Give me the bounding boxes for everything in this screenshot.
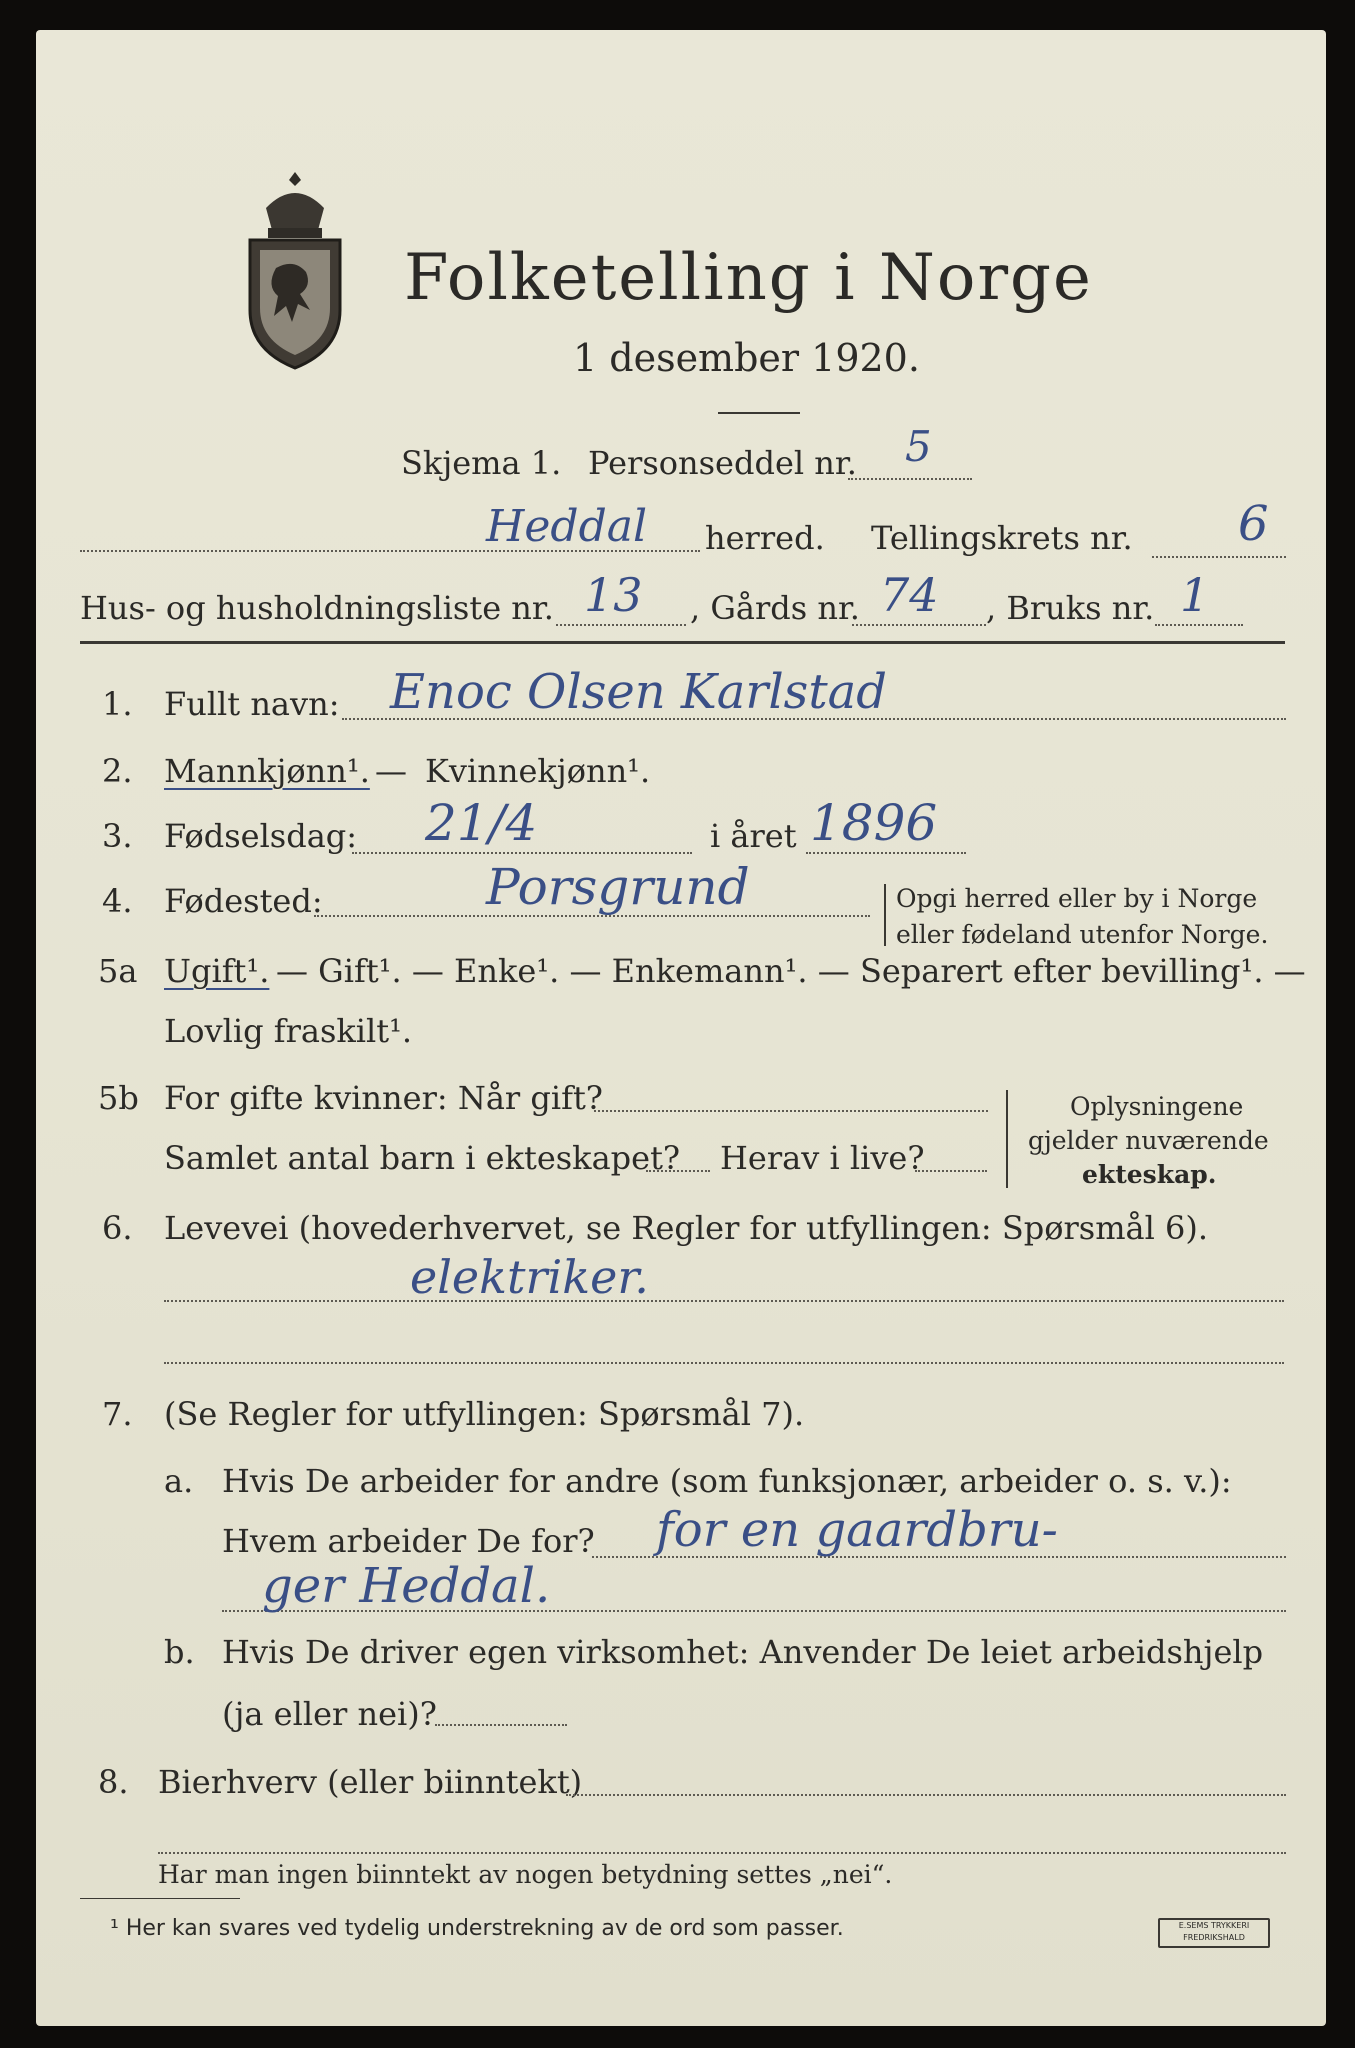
q5b-number: 5b: [98, 1079, 139, 1117]
children-count-field[interactable]: [646, 1170, 710, 1172]
secondary-income-field[interactable]: [566, 1794, 1286, 1796]
occupation-value[interactable]: elektriker.: [410, 1250, 649, 1304]
bruks-value[interactable]: 1: [1180, 568, 1210, 622]
when-married-field[interactable]: [594, 1110, 988, 1112]
norwegian-coat-of-arms-icon: [236, 168, 354, 372]
q7-label: (Se Regler for utfyllingen: Spørsmål 7).: [164, 1395, 805, 1433]
employer-label: Hvem arbeider De for?: [222, 1522, 595, 1560]
option-kvinnekjonn[interactable]: Kvinnekjønn¹.: [425, 752, 651, 790]
occupation-line-2[interactable]: [164, 1362, 1284, 1364]
birthplace-value[interactable]: Porsgrund: [486, 858, 750, 916]
no-income-note: Har man ingen biinntekt av nogen betydning settes „nei“.: [158, 1860, 893, 1889]
q4-label: Fødested:: [164, 882, 323, 920]
q4-number: 4.: [102, 882, 133, 920]
q1-label: Fullt navn:: [164, 685, 340, 723]
header-divider: [80, 641, 1285, 644]
option-lovlig-fraskilt[interactable]: Lovlig fraskilt¹.: [164, 1012, 413, 1050]
option-ugift[interactable]: Ugift¹.: [164, 952, 270, 990]
schema-label: Skjema 1.: [401, 444, 562, 482]
children-label: Samlet antal barn i ekteskapet?: [164, 1139, 681, 1177]
q8-label: Bierhverv (eller biinntekt): [158, 1763, 583, 1801]
q3-number: 3.: [102, 817, 133, 855]
personseddel-value[interactable]: 5: [905, 422, 932, 471]
employer-value-line-2[interactable]: ger Heddal.: [262, 1558, 551, 1614]
q7a-letter: a.: [164, 1462, 194, 1500]
title-divider: [718, 412, 800, 414]
full-name-value[interactable]: Enoc Olsen Karlstad: [390, 664, 887, 720]
q4-note-1: Opgi herred eller by i Norge: [896, 884, 1258, 913]
marital-options: — Gift¹. — Enke¹. — Enkemann¹. — Separert efter bevilling¹. —: [276, 952, 1306, 990]
q6-number: 6.: [102, 1209, 133, 1247]
printer-stamp: [1158, 1918, 1270, 1948]
q5a-number: 5a: [98, 952, 138, 990]
q5b-note-3: ekteskap.: [1082, 1160, 1217, 1189]
q5b-note-2: gjelder nuværende: [1028, 1126, 1269, 1155]
year-label: i året: [710, 817, 797, 855]
personseddel-label: Personseddel nr.: [588, 444, 857, 482]
q4-note-2: eller fødeland utenfor Norge.: [896, 920, 1269, 949]
option-mannkjonn[interactable]: Mannkjønn¹.: [164, 752, 370, 790]
census-date: 1 desember 1920.: [573, 336, 920, 380]
alive-label: Herav i live?: [720, 1139, 925, 1177]
printer-stamp-text: E.SEMS TRYKKERI FREDRIKSHALD: [1178, 1921, 1250, 1942]
q8-number: 8.: [98, 1763, 129, 1801]
birthday-value[interactable]: 21/4: [425, 794, 538, 852]
hired-help-label: (ja eller nei)?: [222, 1695, 437, 1733]
q7a-label: Hvis De arbeider for andre (som funksjonær, arbeider o. s. v.):: [222, 1462, 1232, 1500]
tellingskrets-value[interactable]: 6: [1238, 496, 1269, 552]
q3-label: Fødselsdag:: [164, 817, 358, 855]
q2-separator: —: [375, 752, 407, 790]
alive-count-field[interactable]: [915, 1170, 987, 1172]
employer-value-line-1[interactable]: for en gaardbru-: [656, 1502, 1058, 1558]
q1-number: 1.: [102, 685, 133, 723]
birth-year-value[interactable]: 1896: [810, 794, 938, 852]
husliste-label: Hus- og husholdningsliste nr.: [80, 589, 554, 627]
hired-help-field[interactable]: [435, 1724, 567, 1726]
q7b-label: Hvis De driver egen virksomhet: Anvender De leiet arbeidshjelp: [222, 1633, 1264, 1671]
form-title: Folketelling i Norge: [404, 241, 1093, 315]
q2-number: 2.: [102, 752, 133, 790]
q7b-letter: b.: [164, 1633, 195, 1671]
herred-label: herred.: [705, 519, 825, 557]
bruks-label: , Bruks nr.: [986, 589, 1155, 627]
husliste-value[interactable]: 13: [584, 568, 643, 622]
footnote: ¹ Her kan svares ved tydelig understrekning av de ord som passer.: [110, 1916, 844, 1941]
secondary-income-line-2[interactable]: [158, 1852, 1286, 1854]
q5b-label: For gifte kvinner: Når gift?: [164, 1079, 603, 1117]
gards-label: , Gårds nr.: [690, 589, 860, 627]
q5b-note-1: Oplysningene: [1070, 1092, 1244, 1121]
tellingskrets-label: Tellingskrets nr.: [871, 519, 1133, 557]
q6-label: Levevei (hovederhvervet, se Regler for utfyllingen: Spørsmål 6).: [164, 1209, 1209, 1247]
gards-value[interactable]: 74: [880, 568, 939, 622]
herred-value[interactable]: Heddal: [486, 501, 648, 552]
q7-number: 7.: [102, 1395, 133, 1433]
